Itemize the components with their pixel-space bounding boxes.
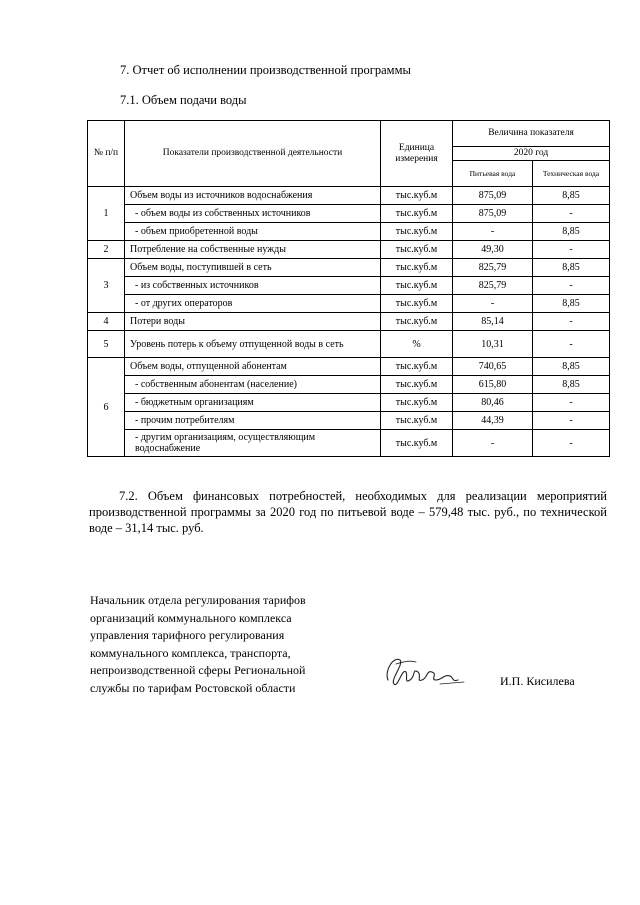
header-year: 2020 год xyxy=(453,147,610,161)
table-row xyxy=(88,313,610,331)
header-num: № п/п xyxy=(88,121,125,187)
unit-cell: тыс.куб.м xyxy=(381,259,453,277)
position-line: управления тарифного регулирования xyxy=(90,628,285,643)
table-row xyxy=(88,205,610,223)
potable-value: 49,30 xyxy=(453,241,533,259)
header-technical: Техническая вода xyxy=(533,161,610,187)
indicator-cell: - другим организациям, осуществляющим водоснабжение xyxy=(125,430,381,457)
table-row xyxy=(88,430,610,457)
unit-cell: тыс.куб.м xyxy=(381,313,453,331)
indicator-cell: - бюджетным организациям xyxy=(125,394,381,412)
technical-value: 8,85 xyxy=(533,223,610,241)
indicator-cell: Уровень потерь к объему отпущенной воды в сеть xyxy=(125,331,381,358)
row-number: 6 xyxy=(88,358,125,457)
indicator-cell: Объем воды, отпущенной абонентам xyxy=(125,358,381,376)
potable-value: 80,46 xyxy=(453,394,533,412)
indicator-cell: - объем приобретенной воды xyxy=(125,223,381,241)
position-line: организаций коммунального комплекса xyxy=(90,610,292,625)
potable-value: 85,14 xyxy=(453,313,533,331)
row-number: 2 xyxy=(88,241,125,259)
table-body xyxy=(88,187,610,457)
section-title: 7. Отчет об исполнении производственной программы xyxy=(120,63,411,77)
signer-name: И.П. Кисилева xyxy=(500,674,575,688)
table-row xyxy=(88,358,610,376)
potable-value: 875,09 xyxy=(453,205,533,223)
header-unit: Единица измерения xyxy=(381,121,453,187)
technical-value: 8,85 xyxy=(533,376,610,394)
financial-needs-paragraph xyxy=(89,488,607,536)
technical-value: 8,85 xyxy=(533,295,610,313)
unit-cell: тыс.куб.м xyxy=(381,394,453,412)
indicator-cell: - прочим потребителям xyxy=(125,412,381,430)
technical-value: - xyxy=(533,412,610,430)
potable-value: 825,79 xyxy=(453,277,533,295)
signatory-position xyxy=(90,592,350,698)
paragraph-text: 7.2. Объем финансовых потребностей, необходимых для реализации мероприятий производственной программы за 2020 год по питьевой воде – 579,48 тыс. руб., по технической воде – 31,14 тыс. руб. xyxy=(89,489,607,535)
table-row xyxy=(88,259,610,277)
unit-cell: тыс.куб.м xyxy=(381,205,453,223)
table-row xyxy=(88,277,610,295)
unit-cell: тыс.куб.м xyxy=(381,412,453,430)
technical-value: - xyxy=(533,331,610,358)
unit-cell: % xyxy=(381,331,453,358)
table-row xyxy=(88,376,610,394)
table-row xyxy=(88,241,610,259)
table-row xyxy=(88,295,610,313)
header-value-group: Величина показателя xyxy=(453,121,610,147)
technical-value: 8,85 xyxy=(533,358,610,376)
unit-cell: тыс.куб.м xyxy=(381,295,453,313)
indicator-cell: Потребление на собственные нужды xyxy=(125,241,381,259)
unit-cell: тыс.куб.м xyxy=(381,187,453,205)
handwritten-signature xyxy=(380,650,470,694)
unit-cell: тыс.куб.м xyxy=(381,223,453,241)
technical-value: - xyxy=(533,205,610,223)
potable-value: 10,31 xyxy=(453,331,533,358)
potable-value: 875,09 xyxy=(453,187,533,205)
indicator-cell: Объем воды из источников водоснабжения xyxy=(125,187,381,205)
position-line: коммунального комплекса, транспорта, xyxy=(90,645,291,660)
technical-value: 8,85 xyxy=(533,259,610,277)
table-row xyxy=(88,187,610,205)
indicator-cell: - собственным абонентам (население) xyxy=(125,376,381,394)
water-supply-table xyxy=(87,120,610,457)
unit-cell: тыс.куб.м xyxy=(381,376,453,394)
unit-cell: тыс.куб.м xyxy=(381,358,453,376)
header-indicator: Показатели производственной деятельности xyxy=(125,121,381,187)
table-row xyxy=(88,412,610,430)
unit-cell: тыс.куб.м xyxy=(381,430,453,457)
potable-value: 740,65 xyxy=(453,358,533,376)
potable-value: - xyxy=(453,430,533,457)
unit-cell: тыс.куб.м xyxy=(381,241,453,259)
table-row xyxy=(88,394,610,412)
header-potable: Питьевая вода xyxy=(453,161,533,187)
indicator-cell: Объем воды, поступившей в сеть xyxy=(125,259,381,277)
technical-value: - xyxy=(533,394,610,412)
technical-value: - xyxy=(533,430,610,457)
subsection-title: 7.1. Объем подачи воды xyxy=(120,93,247,107)
indicator-cell: - объем воды из собственных источников xyxy=(125,205,381,223)
technical-value: 8,85 xyxy=(533,187,610,205)
row-number: 3 xyxy=(88,259,125,313)
unit-cell: тыс.куб.м xyxy=(381,277,453,295)
indicator-cell: Потери воды xyxy=(125,313,381,331)
row-number: 1 xyxy=(88,187,125,241)
row-number: 4 xyxy=(88,313,125,331)
indicator-cell: - из собственных источников xyxy=(125,277,381,295)
table-row xyxy=(88,223,610,241)
potable-value: 615,80 xyxy=(453,376,533,394)
table-row xyxy=(88,331,610,358)
position-line: службы по тарифам Ростовской области xyxy=(90,680,296,695)
potable-value: - xyxy=(453,223,533,241)
potable-value: 44,39 xyxy=(453,412,533,430)
potable-value: - xyxy=(453,295,533,313)
technical-value: - xyxy=(533,277,610,295)
position-line: Начальник отдела регулирования тарифов xyxy=(90,593,306,607)
row-number: 5 xyxy=(88,331,125,358)
technical-value: - xyxy=(533,313,610,331)
position-line: непроизводственной сферы Региональной xyxy=(90,663,306,678)
potable-value: 825,79 xyxy=(453,259,533,277)
technical-value: - xyxy=(533,241,610,259)
indicator-cell: - от других операторов xyxy=(125,295,381,313)
